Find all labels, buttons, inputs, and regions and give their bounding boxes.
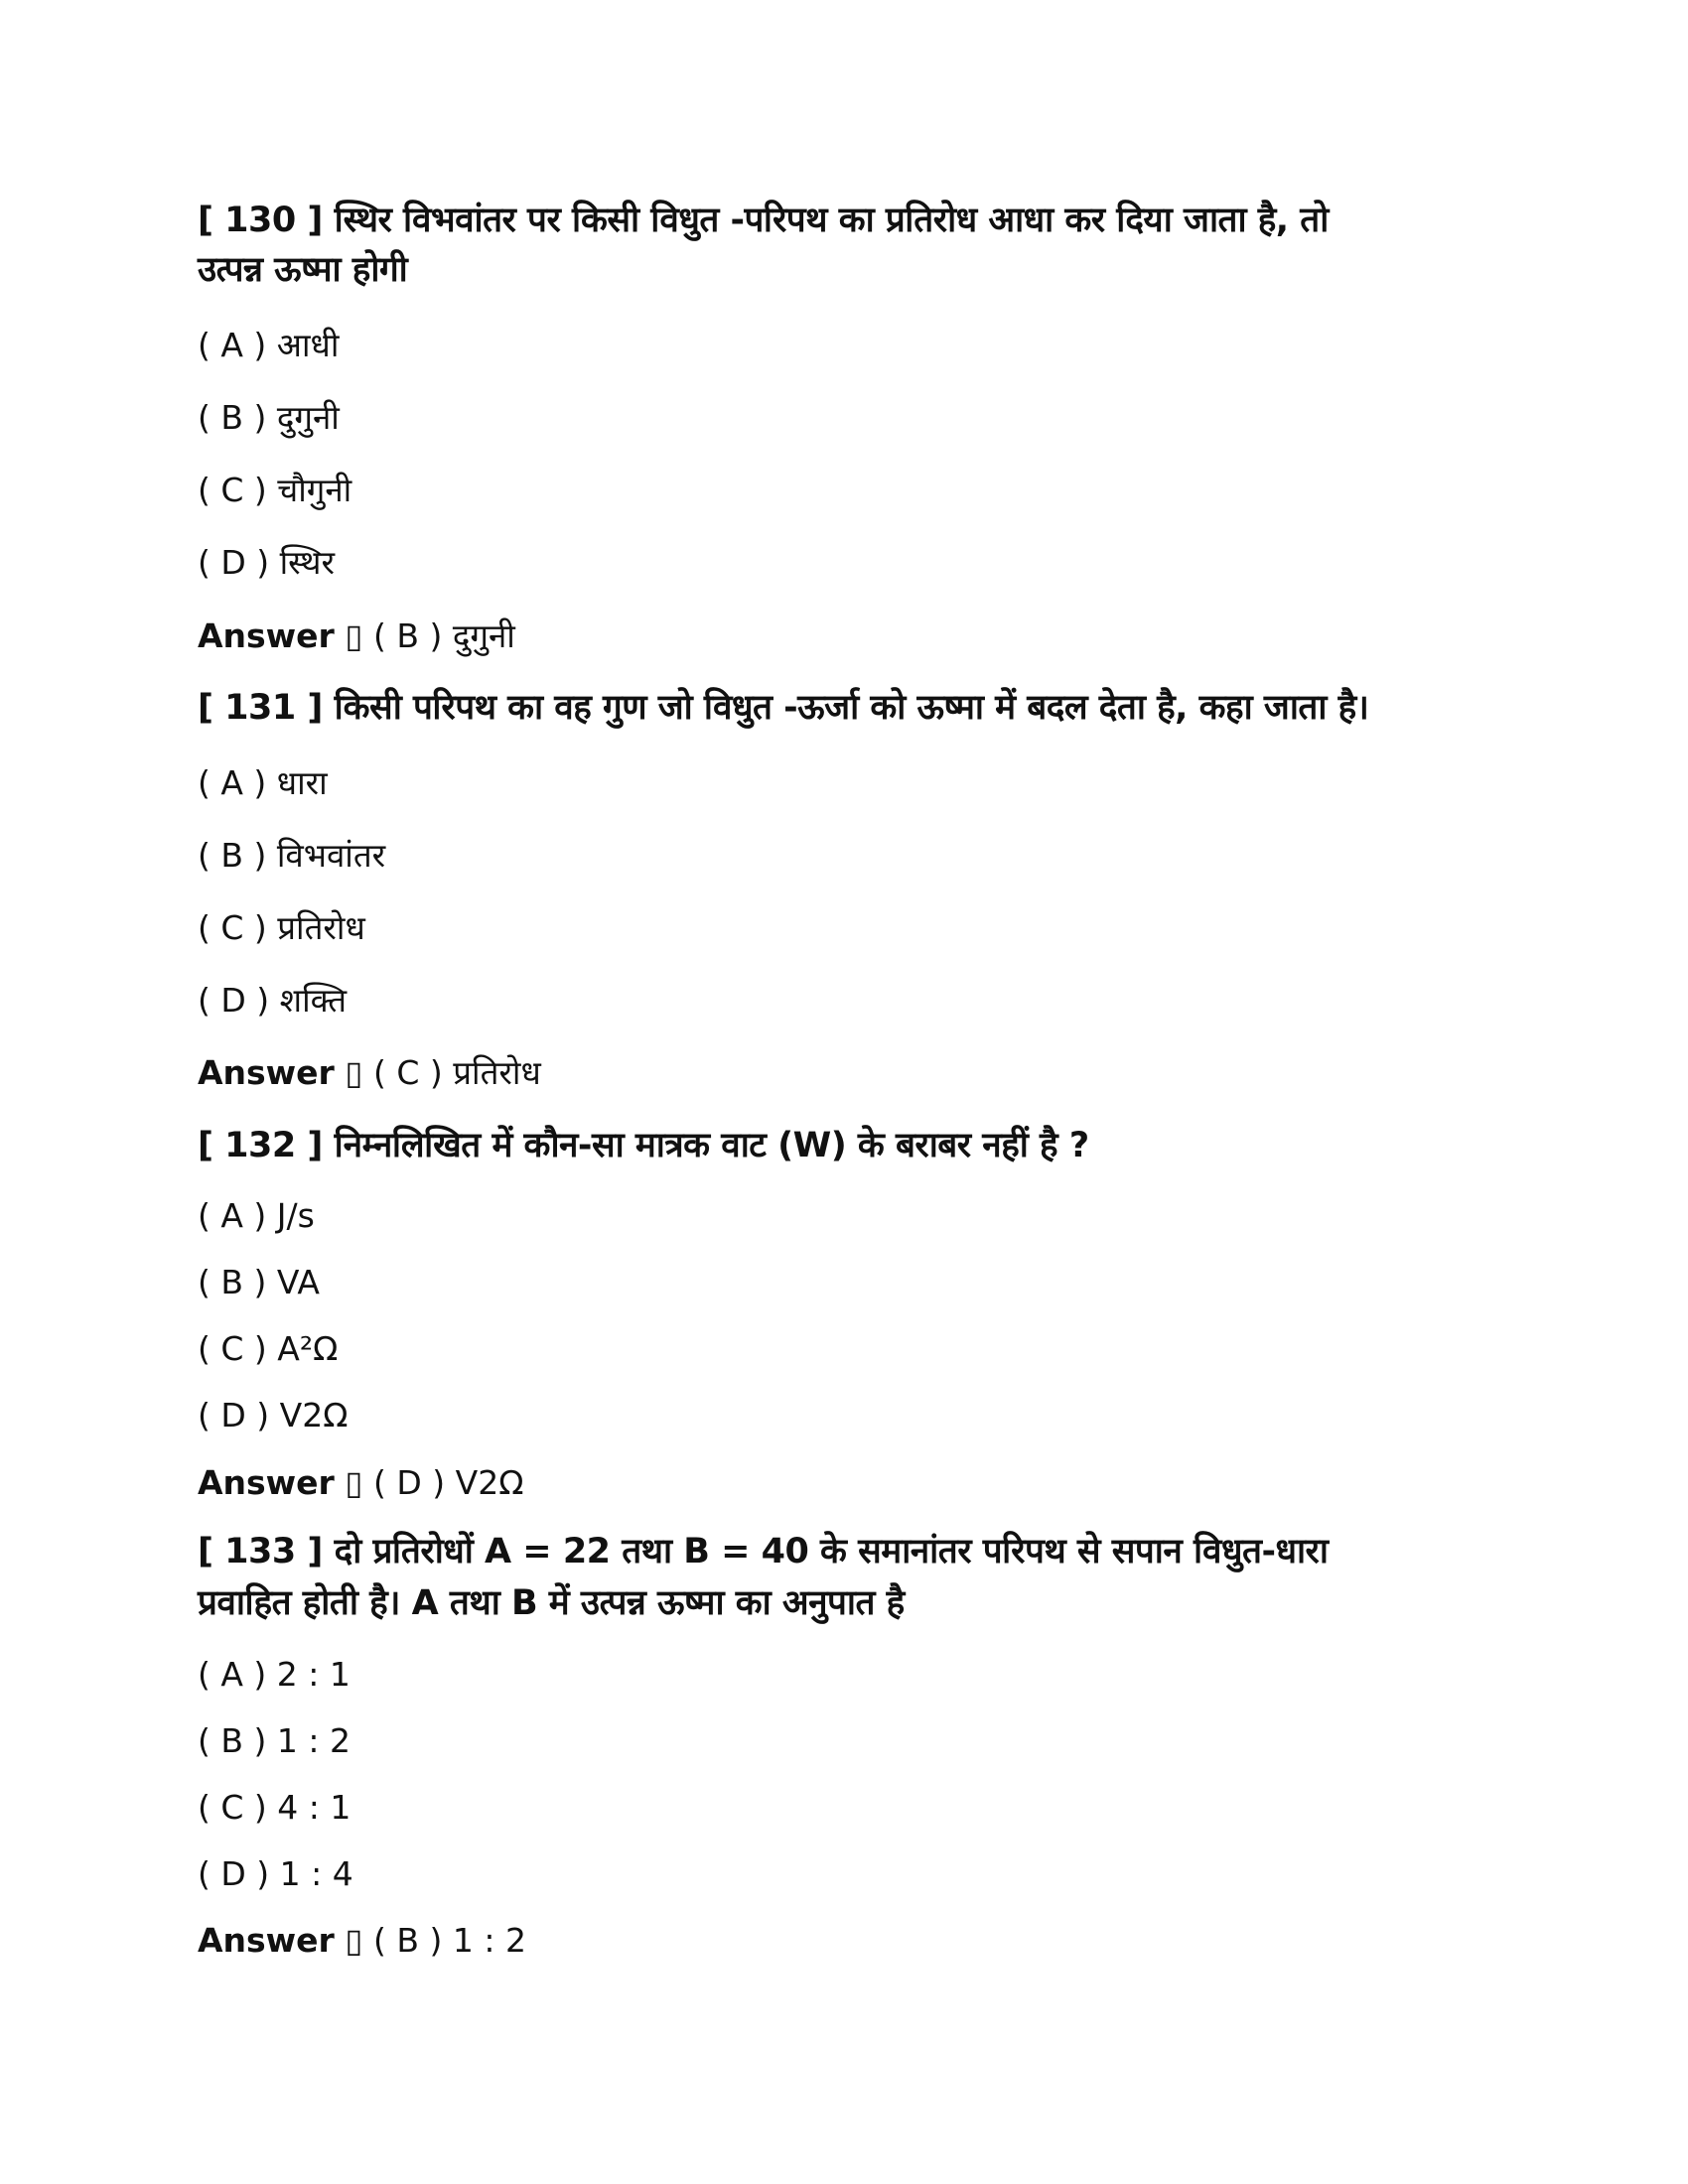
option-d: ( D ) 1 : 4 [198,1854,353,1893]
answer-line [198,1916,526,1966]
option-b: ( B ) 1 : 2 [198,1721,351,1760]
question-number: [ 133 ] [198,1532,323,1571]
option-a: ( A ) J/s [198,1196,315,1235]
answer-line [198,1458,523,1508]
answer-label: Answer [198,1463,335,1502]
option-a: ( A ) आधी [198,326,340,364]
question-text-continued: प्रवाहित होती है। A तथा B में उत्पन्न ऊष्मा का अनुपात है [198,1583,905,1623]
question-131 [198,683,1368,733]
question-132 [198,1121,1089,1170]
answer-symbol: ▯ [345,1463,363,1502]
option-d: ( D ) शक्ति [198,981,348,1020]
answer-label: Answer [198,1053,335,1092]
answer-value: ( D ) V2Ω [373,1463,524,1502]
question-number: [ 132 ] [198,1126,323,1165]
answer-label: Answer [198,1921,335,1960]
option-d: ( D ) स्थिर [198,543,335,582]
answer-value: ( C ) प्रतिरोध [373,1053,541,1092]
option-d: ( D ) V2Ω [198,1396,349,1434]
option-a: ( A ) 2 : 1 [198,1655,351,1694]
answer-label: Answer [198,616,335,655]
question-number: [ 130 ] [198,201,323,240]
answer-line [198,1048,541,1098]
question-text: किसी परिपथ का वह गुण जो विधुत -ऊर्जा को ऊष्मा में बदल देता है, कहा जाता है। [334,688,1369,728]
question-text: निम्नलिखित में कौन-सा मात्रक वाट (W) के बराबर नहीं है ? [334,1126,1089,1165]
question-text: दो प्रतिरोधों A = 22 तथा B = 40 के समानांतर परिपथ से सपान विधुत-धारा [334,1532,1329,1571]
option-c: ( C ) प्रतिरोध [198,908,365,947]
question-text-continued: उत्पन्न ऊष्मा होगी [198,250,408,290]
answer-value: ( B ) 1 : 2 [373,1921,526,1960]
option-b: ( B ) VA [198,1263,320,1301]
option-a: ( A ) धारा [198,763,328,802]
question-number: [ 131 ] [198,688,323,728]
answer-symbol: ▯ [345,1053,363,1092]
question-130 [198,196,1329,245]
option-b: ( B ) दुगुनी [198,398,340,437]
question-133 [198,1527,1328,1576]
option-c: ( C ) चौगुनी [198,471,352,509]
answer-symbol: ▯ [345,616,363,655]
option-c: ( C ) 4 : 1 [198,1788,352,1827]
question-text: स्थिर विभवांतर पर किसी विधुत -परिपथ का प्रतिरोध आधा कर दिया जाता है, तो [334,201,1329,240]
option-c: ( C ) A²Ω [198,1329,339,1368]
answer-value: ( B ) दुगुनी [373,616,515,655]
option-b: ( B ) विभवांतर [198,836,386,875]
answer-symbol: ▯ [345,1921,363,1960]
answer-line [198,612,515,661]
